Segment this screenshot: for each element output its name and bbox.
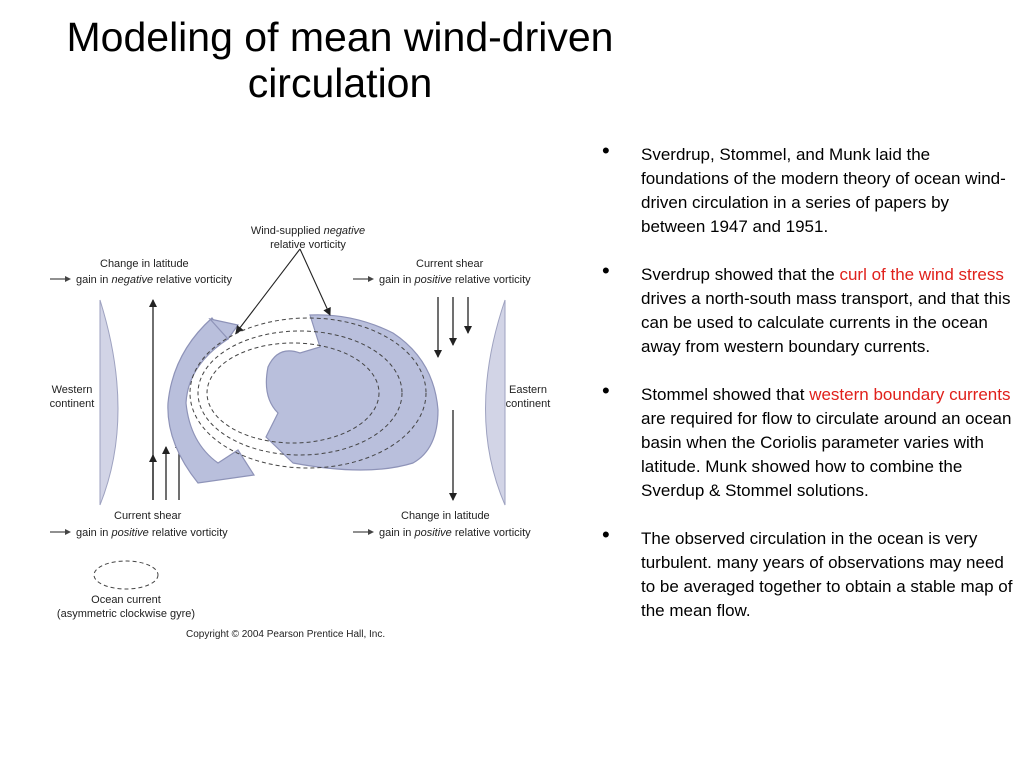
- gyre-figure: [38, 215, 568, 655]
- bullet-item: • Stommel showed that western boundary currents are required for flow to circulate around an ocean basin when the Coriolis parameter varies with latitude. Munk showed how to combine the Sverdup & Stommel solutions.: [602, 378, 1012, 500]
- bullet-icon: •: [602, 258, 610, 283]
- eastern-continent-label: Eastern continent: [505, 384, 551, 410]
- western-continent-label: Western continent: [49, 384, 95, 410]
- wind-supplied-label: Wind-supplied negative relative vorticity: [250, 225, 366, 251]
- bullet-icon: •: [602, 522, 610, 547]
- bullet-icon: •: [602, 378, 610, 403]
- top-left-change-latitude-label: Change in latitude: [100, 258, 189, 270]
- bullet-item: • Sverdrup showed that the curl of the wind stress drives a north-south mass transport, and that this can be used to calculate currents in the ocean away from western boundary currents.: [602, 258, 1011, 356]
- bullet-item: • The observed circulation in the ocean is very turbulent. many years of observations may need to be averaged together to obtain a stable map of the mean flow.: [602, 522, 1013, 620]
- legend-gyre-shape: [94, 561, 158, 589]
- bottom-right-change-latitude-label: Change in latitude: [401, 510, 490, 522]
- slide-title: [20, 14, 660, 106]
- title-line-2: circulation: [247, 60, 433, 106]
- bullet-list: [600, 138, 1018, 647]
- title-line-1: Modeling of mean wind-driven: [66, 14, 614, 60]
- bottom-right-gain-label: gain in positive relative vorticity: [379, 527, 531, 539]
- top-right-gain-label: gain in positive relative vorticity: [379, 274, 531, 286]
- ocean-current-legend-label: Ocean current (asymmetric clockwise gyre): [56, 594, 196, 620]
- bullet-icon: •: [602, 138, 610, 163]
- top-right-current-shear-label: Current shear: [416, 258, 484, 270]
- copyright-notice: Copyright © 2004 Pearson Prentice Hall, Inc.: [186, 629, 386, 640]
- bottom-left-current-shear-label: Current shear: [114, 510, 182, 522]
- highlight-text: curl of the wind stress: [839, 265, 1004, 284]
- bullet-item: • Sverdrup, Stommel, and Munk laid the foundations of the modern theory of ocean wind-driven circulation in a series of papers by between 1947 and 1951.: [602, 138, 1006, 236]
- highlight-text: western boundary currents: [809, 385, 1011, 404]
- top-left-gain-label: gain in negative relative vorticity: [76, 274, 232, 286]
- bottom-left-gain-label: gain in positive relative vorticity: [76, 527, 228, 539]
